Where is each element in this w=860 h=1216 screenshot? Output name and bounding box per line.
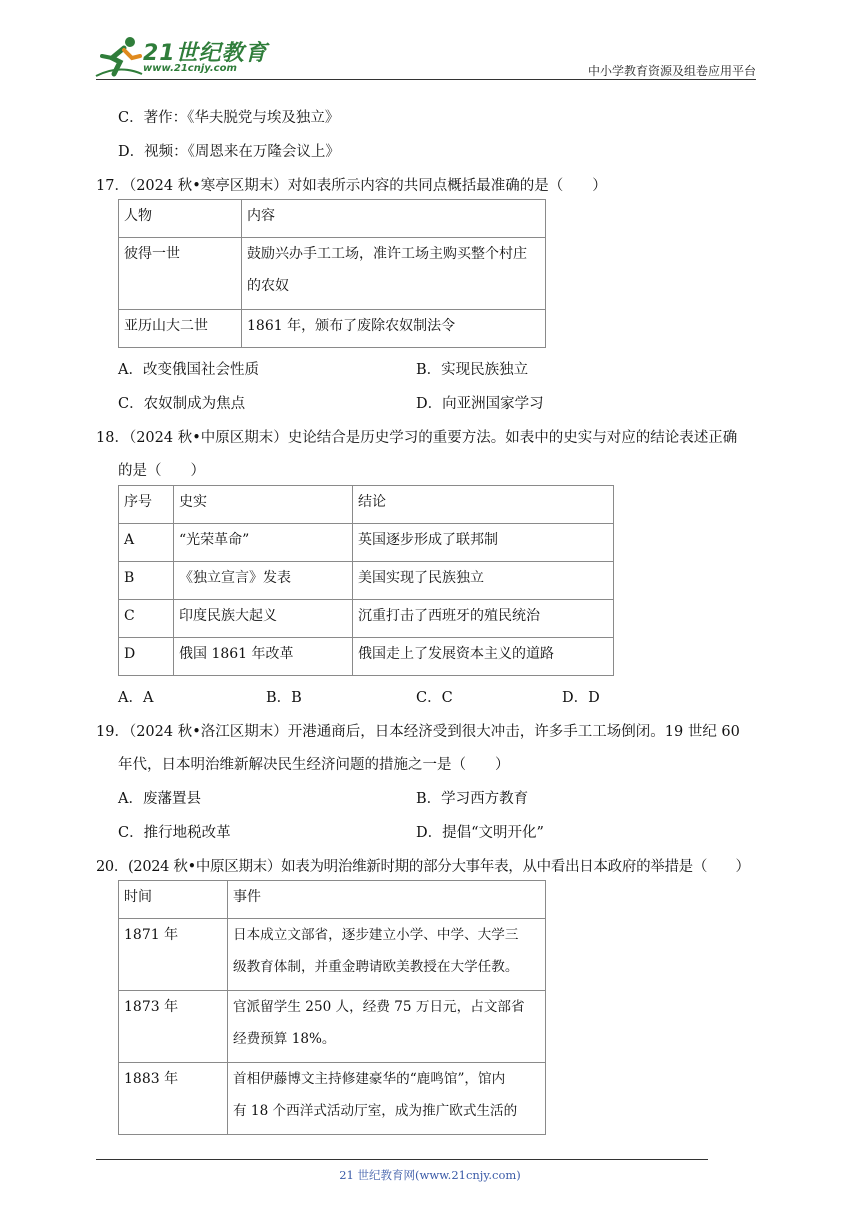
q19-option-b: B．学习西方教育 (416, 791, 529, 807)
q20-cell: 首相伊藤博文主持修建豪华的“鹿鸣馆”，馆内 有 18 个西洋式活动厅室，成为推广欧式生活的 (228, 1063, 546, 1135)
q19-option-d: D．提倡“文明开化” (416, 825, 544, 841)
q17-stem: 17．（2024 秋•寒亭区期末）对如表所示内容的共同点概括最准确的是（ ） (96, 178, 607, 194)
q17-option-a: A．改变俄国社会性质 (118, 362, 259, 378)
q18-cell: 俄国走上了发展资本主义的道路 (353, 638, 614, 676)
q18-cell: 印度民族大起义 (174, 600, 353, 638)
footer-text: 21 世纪教育网(www.21cnjy.com) (339, 1168, 521, 1182)
q20-table (118, 880, 546, 1135)
q18-header: 序号 (119, 486, 174, 524)
header-divider (96, 79, 756, 80)
q16-option-d: D．视频：《周恩来在万隆会议上》 (118, 144, 340, 160)
q18-header: 结论 (353, 486, 614, 524)
q18-cell: 《独立宣言》发表 (174, 562, 353, 600)
q18-cell: B (119, 562, 174, 600)
q20-cell: 日本成立文部省，逐步建立小学、中学、大学三 级教育体制，并重金聘请欧美教授在大学任教。 (228, 919, 546, 991)
q18-cell: 英国逐步形成了联邦制 (353, 524, 614, 562)
logo-text: 21世纪教育 (143, 41, 268, 66)
q20-header: 时间 (119, 881, 228, 919)
q18-stem-line2: 的是（ ） (118, 463, 205, 479)
q18-option-d: D．D (562, 690, 600, 706)
q20-cell: 1871 年 (119, 919, 228, 991)
q17-table (118, 199, 546, 348)
q17-header-person: 人物 (119, 200, 242, 238)
q18-stem-line1: 18．（2024 秋•中原区期末）史论结合是历史学习的重要方法。如表中的史实与对应的结论表述正确 (96, 430, 738, 446)
q18-header: 史实 (174, 486, 353, 524)
q18-cell: 俄国 1861 年改革 (174, 638, 353, 676)
q20-cell: 官派留学生 250 人，经费 75 万日元，占文部省 经费预算 18%。 (228, 991, 546, 1063)
q20-header: 事件 (228, 881, 546, 919)
q18-cell: A (119, 524, 174, 562)
q18-cell: “光荣革命” (174, 524, 353, 562)
q20-stem: 20．(2024 秋•中原区期末）如表为明治维新时期的部分大事年表，从中看出日本政府的举措是（ ） (96, 859, 750, 875)
q17-cell: 彼得一世 (119, 238, 242, 310)
q18-cell: 美国实现了民族独立 (353, 562, 614, 600)
q18-cell: D (119, 638, 174, 676)
q18-option-b: B．B (266, 690, 302, 706)
q17-header-content: 内容 (242, 200, 546, 238)
q19-stem-line2: 年代，日本明治维新解决民生经济问题的措施之一是（ ） (118, 757, 510, 773)
runner-icon (94, 34, 144, 80)
q19-stem-line1: 19．（2024 秋•洛江区期末）开港通商后，日本经济受到很大冲击，许多手工工场倒闭。19 世纪 60 (96, 724, 740, 740)
q17-cell: 鼓励兴办手工工场，准许工场主购买整个村庄 的农奴 (242, 238, 546, 310)
q20-cell: 1873 年 (119, 991, 228, 1063)
q17-option-b: B．实现民族独立 (416, 362, 529, 378)
q16-option-c: C．著作：《华夫脱党与埃及独立》 (118, 110, 340, 126)
footer-divider (96, 1159, 708, 1160)
header-tagline: 中小学教育资源及组卷应用平台 (587, 64, 756, 78)
q17-cell: 1861 年，颁布了废除农奴制法令 (242, 310, 546, 348)
q18-option-a: A．A (118, 690, 154, 706)
logo-url: www.21cnjy.com (143, 63, 237, 74)
q19-option-a: A．废藩置县 (118, 791, 201, 807)
q18-cell: 沉重打击了西班牙的殖民统治 (353, 600, 614, 638)
q18-cell: C (119, 600, 174, 638)
q18-table (118, 485, 614, 676)
q19-option-c: C．推行地税改革 (118, 825, 231, 841)
q17-option-d: D．向亚洲国家学习 (416, 396, 544, 412)
q17-option-c: C．农奴制成为焦点 (118, 396, 246, 412)
q17-cell: 亚历山大二世 (119, 310, 242, 348)
q20-cell: 1883 年 (119, 1063, 228, 1135)
q18-option-c: C．C (416, 690, 453, 706)
